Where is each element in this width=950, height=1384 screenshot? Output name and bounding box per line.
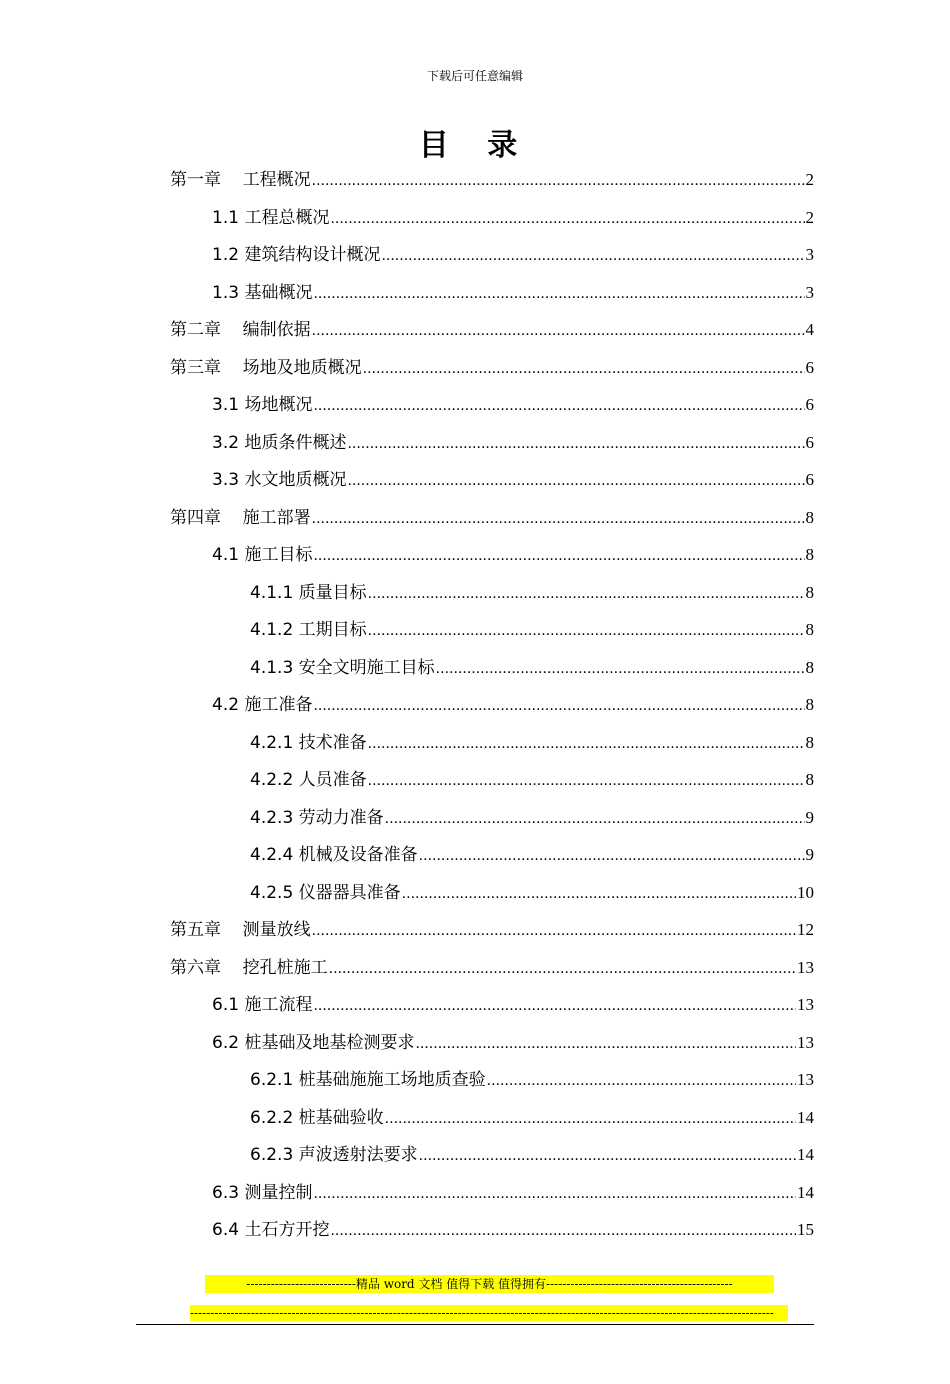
toc-leader-dots: [363, 354, 805, 384]
toc-entry-page: 14: [797, 1182, 814, 1202]
footer-banner: ---------------------------精品 word 文档 值得下载 值得拥有----------------------------------------------: [205, 1275, 774, 1293]
toc-entry-page: 2: [805, 170, 814, 189]
toc-entry-page: 3: [805, 245, 814, 264]
toc-entry[interactable]: [212, 1215, 814, 1245]
toc-entry-page: 6: [805, 395, 814, 414]
toc-entry-label: 4.2.5 仪器器具准备: [250, 882, 401, 903]
toc-entry-label: 3.3 水文地质概况: [212, 470, 347, 490]
toc-leader-dots: [402, 879, 796, 909]
toc-leader-dots: [487, 1066, 796, 1096]
toc-entry[interactable]: [170, 953, 814, 983]
header-note: 下载后可任意编辑: [426, 69, 523, 83]
toc-entry-label: 4.2.2 人员准备: [250, 770, 367, 790]
toc-leader-dots: [368, 616, 805, 646]
toc-entry-page: 8: [805, 545, 814, 564]
toc-entry[interactable]: [170, 915, 814, 945]
toc-entry-label: 6.2 桩基础及地基检测要求: [212, 1032, 415, 1053]
toc-entry[interactable]: [212, 240, 814, 270]
toc-entry[interactable]: [212, 540, 814, 570]
toc-entry[interactable]: [250, 878, 814, 908]
toc-entry[interactable]: [250, 1103, 814, 1133]
toc-entry-page: 8: [805, 620, 814, 639]
toc-entry-label: 第三章 场地及地质概况: [170, 357, 362, 378]
toc-entry-label: 4.1.1 质量目标: [250, 582, 367, 603]
toc-entry[interactable]: [212, 465, 814, 495]
toc-entry-label: 4.2 施工准备: [212, 695, 313, 715]
toc-entry[interactable]: [212, 278, 814, 308]
toc-entry-page: 6: [805, 357, 814, 377]
toc-entry[interactable]: [250, 653, 814, 683]
toc-entry-label: 4.1.2 工期目标: [250, 620, 367, 640]
toc-entry-page: 12: [797, 920, 814, 939]
toc-entry-label: 第一章 工程概况: [170, 170, 311, 190]
toc-entry-label: 6.1 施工流程: [212, 995, 313, 1015]
toc-entry-page: 9: [805, 807, 814, 827]
toc-entry[interactable]: [250, 765, 814, 795]
toc-entry-page: 9: [805, 845, 814, 864]
page-title: 目 录: [418, 128, 532, 163]
toc-entry-page: 15: [797, 1220, 814, 1239]
toc-entry-page: 10: [797, 882, 814, 902]
toc-leader-dots: [419, 841, 805, 871]
toc-entry[interactable]: [212, 203, 814, 233]
toc-entry[interactable]: [212, 1028, 814, 1058]
toc-entry-label: 3.2 地质条件概述: [212, 432, 347, 453]
toc-entry-page: 8: [805, 657, 814, 677]
toc-entry[interactable]: [250, 803, 814, 833]
toc-entry-page: 8: [805, 695, 814, 714]
toc-entry-label: 1.1 工程总概况: [212, 207, 330, 228]
toc-leader-dots: [385, 804, 805, 834]
toc-leader-dots: [436, 654, 805, 684]
toc-entry-label: 4.2.1 技术准备: [250, 732, 367, 753]
toc-leader-dots: [313, 1179, 796, 1209]
toc-entry-page: 3: [805, 282, 814, 302]
toc-leader-dots: [313, 991, 796, 1021]
toc-entry-label: 6.2.3 声波透射法要求: [250, 1145, 418, 1165]
toc-entry-page: 14: [797, 1107, 814, 1127]
toc-entry[interactable]: [250, 840, 814, 870]
toc-entry-label: 6.2.2 桩基础验收: [250, 1107, 384, 1128]
toc-leader-dots: [385, 1104, 796, 1134]
toc-entry[interactable]: [170, 353, 814, 383]
toc-entry-page: 13: [797, 1032, 814, 1052]
toc-entry-page: 13: [797, 957, 814, 977]
toc-leader-dots: [329, 954, 796, 984]
toc-entry-label: 4.1 施工目标: [212, 545, 313, 565]
toc-entry-page: 4: [805, 320, 814, 339]
toc-entry-label: 第六章 挖孔桩施工: [170, 957, 328, 978]
toc-entry-page: 6: [805, 432, 814, 452]
toc-entry[interactable]: [170, 503, 814, 533]
toc-entry-page: 8: [805, 732, 814, 752]
toc-entry-label: 1.2 建筑结构设计概况: [212, 245, 381, 265]
toc-entry[interactable]: [212, 990, 814, 1020]
toc-leader-dots: [312, 166, 805, 196]
toc-entry-page: 8: [805, 770, 814, 789]
toc-leader-dots: [368, 579, 805, 609]
toc-leader-dots: [330, 1216, 796, 1246]
toc-entry[interactable]: [250, 728, 814, 758]
toc-leader-dots: [313, 391, 804, 421]
toc-leader-dots: [368, 729, 805, 759]
toc-entry-page: 13: [797, 1070, 814, 1089]
footer-dashes: ------------------------------------------------------------------------------------------------------------------------------------------------: [190, 1305, 788, 1321]
toc-entry[interactable]: [250, 1140, 814, 1170]
toc-leader-dots: [313, 541, 804, 571]
toc-entry-label: 4.2.4 机械及设备准备: [250, 845, 418, 865]
toc-entry[interactable]: [212, 390, 814, 420]
toc-entry[interactable]: [250, 1065, 814, 1095]
toc-leader-dots: [330, 204, 804, 234]
toc-leader-dots: [347, 429, 804, 459]
toc-entry-label: 4.2.3 劳动力准备: [250, 807, 384, 828]
toc-leader-dots: [347, 466, 804, 496]
toc-leader-dots: [415, 1029, 796, 1059]
toc-leader-dots: [368, 766, 805, 796]
toc-entry[interactable]: [250, 615, 814, 645]
toc-leader-dots: [312, 916, 796, 946]
toc-entry-label: 第二章 编制依据: [170, 320, 311, 340]
toc-entry[interactable]: [170, 165, 814, 195]
toc-entry-page: 8: [805, 582, 814, 602]
toc-entry[interactable]: [212, 690, 814, 720]
toc-leader-dots: [419, 1141, 796, 1171]
footer-divider: [136, 1324, 814, 1325]
toc-entry-label: 6.3 测量控制: [212, 1182, 313, 1203]
toc-leader-dots: [312, 504, 805, 534]
toc-entry-label: 第四章 施工部署: [170, 507, 311, 528]
toc-entry-label: 第五章 测量放线: [170, 920, 311, 940]
toc-entry[interactable]: [212, 1178, 814, 1208]
toc-entry-page: 2: [805, 207, 814, 227]
toc-entry-page: 6: [805, 470, 814, 489]
toc-leader-dots: [312, 316, 805, 346]
toc-leader-dots: [381, 241, 804, 271]
toc-entry-label: 6.2.1 桩基础施施工场地质查验: [250, 1070, 486, 1090]
toc-entry[interactable]: [170, 315, 814, 345]
toc-entry-label: 3.1 场地概况: [212, 395, 313, 415]
toc-entry-page: 8: [805, 507, 814, 527]
toc-entry[interactable]: [212, 428, 814, 458]
toc-entry-page: 13: [797, 995, 814, 1014]
toc-entry-label: 4.1.3 安全文明施工目标: [250, 657, 435, 678]
toc-entry-page: 14: [797, 1145, 814, 1164]
toc-entry[interactable]: [250, 578, 814, 608]
toc-entry-label: 1.3 基础概况: [212, 282, 313, 303]
toc-leader-dots: [313, 279, 804, 309]
toc-leader-dots: [313, 691, 804, 721]
toc-entry-label: 6.4 土石方开挖: [212, 1220, 330, 1240]
